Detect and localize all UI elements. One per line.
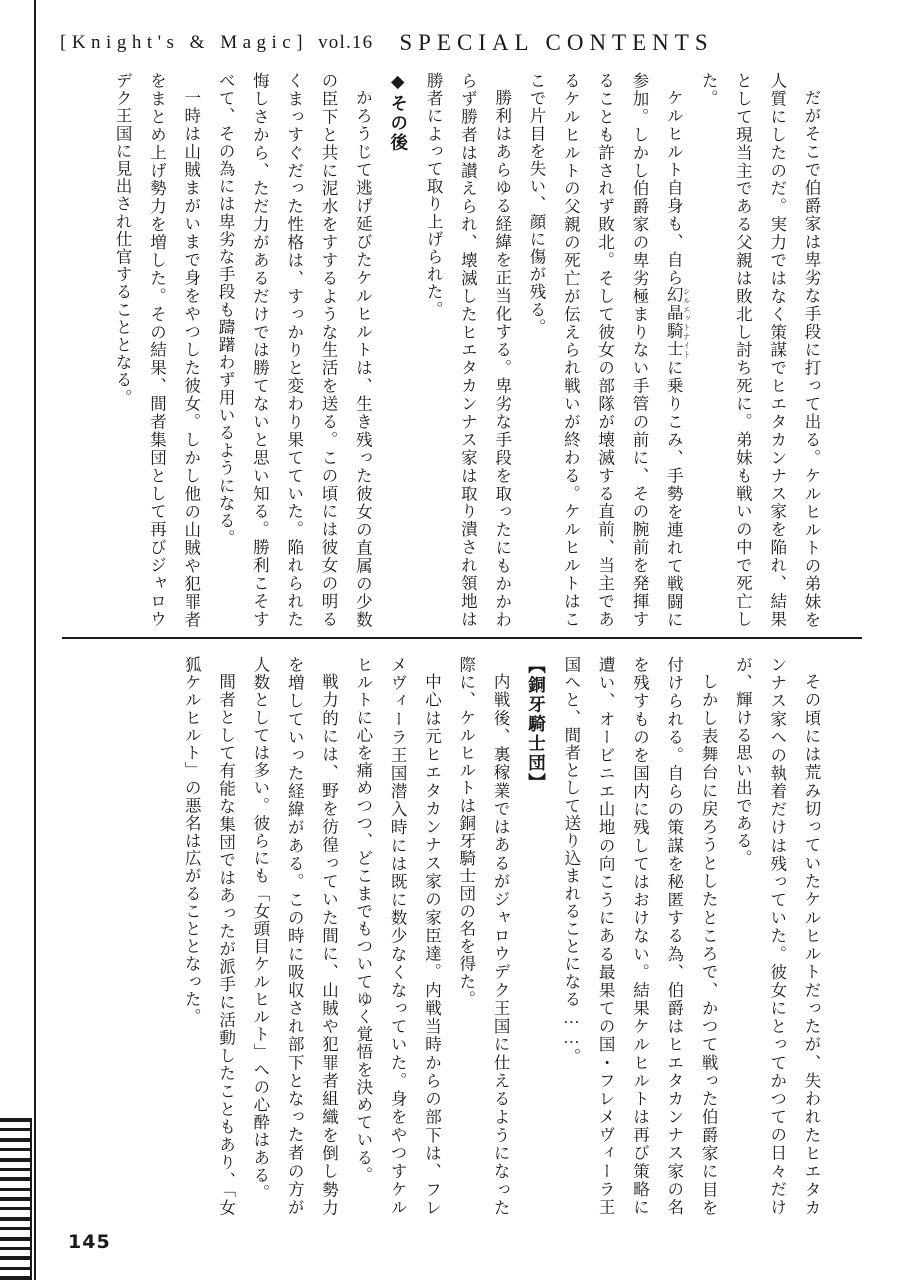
edge-marker-rule xyxy=(30,1118,32,1280)
edge-marker-bar xyxy=(0,1247,30,1250)
edge-marker-bar xyxy=(0,1276,30,1280)
paragraph-ruby-part-b: に乗りこみ、手勢を連れて戦闘に参加。しかし伯爵家の卑劣極まりない手管の前に、その腕前を発揮することも許されず敗北。そして彼女の部隊が壊滅する直前、当主であるケルヒルトの父親の死亡が伝えられ戦いが終わる。ケルヒルトはここで片目を失い、顔に傷が残る。 xyxy=(527,72,684,628)
paragraph: かろうじて逃げ延びたケルヒルトは、生き残った彼女の直属の少数の臣下と共に泥水をすするような生活を送る。この頃には彼女の明るくまっすぐだった性格は、すっかりと変わり果てていた。陥れられた悔しさから、ただ力があるだけでは勝てないと思い知る。勝利こそすべて、その為には卑劣な手段も躊躇わず用いるようになる。 xyxy=(216,72,373,628)
top-text-block xyxy=(68,72,828,628)
paragraph-with-ruby xyxy=(519,72,691,628)
ruby-base: 幻晶騎士 xyxy=(664,286,684,359)
edge-marker-bar xyxy=(0,1148,30,1151)
edge-marker-bar xyxy=(0,1168,30,1171)
paragraph: 間者として有能な集団ではあったが派手に活動したこともあり、「女狐ケルヒルト」の悪名は広がることとなった。 xyxy=(182,656,236,1216)
edge-marker-bar xyxy=(0,1197,30,1201)
edge-marker-bar xyxy=(0,1188,30,1191)
section-divider xyxy=(62,637,862,639)
paragraph-ruby-part-a: ケルヒルト自身も、自ら xyxy=(664,88,684,287)
paragraph: 中心は元ヒエタカンナス家の家臣達。内戦当時からの部下は、フレメヴィーラ王国潜入時には既に数少なくなっていた。身をやつすケルヒルトに心を痛めつつ、どこまでもついてゆく覚悟を決めている。 xyxy=(353,656,442,1216)
paragraph: しかし表舞台に戻ろうとしたところで、かつて戦った伯爵家に目を付けられる。自らの策謀を秘匿する為、伯爵はヒエタカンナス家の名を残すものを国内に残してはおけない。結果ケルヒルトは再び策略に遭い、オービニエ山地の向こうにある最果ての国・フレメヴィーラ王国へと、間者として送り込まれることになる……。 xyxy=(561,656,719,1216)
bottom-text-block xyxy=(58,656,828,1216)
volume-label: vol.16 xyxy=(318,32,374,53)
subsection-heading-after: ◆その後 xyxy=(387,72,408,153)
edge-marker-bar xyxy=(0,1158,30,1162)
paragraph: 内戦後、裏稼業ではあるがジャロウデク王国に仕えるようになった際に、ケルヒルトは銅牙騎士団の名を得た。 xyxy=(456,656,511,1216)
series-title: [Knight's & Magic] xyxy=(60,32,309,53)
paragraph: その頃には荒み切っていたケルヒルトだったが、失われたヒエタカンナス家への執着だけは残っていた。彼女にとってかつての日々だけが、輝ける思い出である。 xyxy=(733,656,821,1216)
edge-marker-barcode xyxy=(0,1118,30,1280)
edge-marker-bar xyxy=(0,1267,30,1270)
ruby-reading: シルエットナイト xyxy=(682,286,691,359)
edge-marker-bar xyxy=(0,1207,30,1210)
paragraph: 一時は山賊まがいまで身をやつした彼女。しかし他の山賊や犯罪者をまとめ上げ勢力を増した。その結果、間者集団として再びジャロウデク王国に見出され仕官することとなる。 xyxy=(113,72,201,628)
edge-marker-bar xyxy=(0,1217,30,1221)
ruby-group xyxy=(664,286,691,359)
paragraph: 戦力的には、野を彷徨っていた間に、山賊や犯罪者組織を倒し勢力を増していった経緯がある。この時に吸収され部下となった者の方が人数としては多い。彼らにも「女頭目ケルヒルト」への心酔はある。 xyxy=(250,656,339,1216)
edge-marker-bar xyxy=(0,1138,30,1142)
edge-marker-bar xyxy=(0,1237,30,1241)
edge-marker-bar xyxy=(0,1128,30,1131)
edge-marker-bar xyxy=(0,1177,30,1181)
page-left-rule xyxy=(34,0,36,1280)
section-title: SPECIAL CONTENTS xyxy=(399,30,714,55)
paragraph: 勝利はあらゆる経緯を正当化する。卑劣な手段を取ったにもかかわらず勝者は讃えられ、壊滅したヒエタカンナス家は取り潰され領地は勝者によって取り上げられた。 xyxy=(424,72,512,628)
page-header xyxy=(60,22,860,64)
subsection-heading-order: 【銅牙騎士団】 xyxy=(525,656,546,793)
paragraph: だがそこで伯爵家は卑劣な手段に打って出る。ケルヒルトの弟妹を人質にしたのだ。実力ではなく策謀でヒエタカンナス家を陥れ、結果として現当主である父親は敗北し討ち死に。弟妹も戦いの中で死亡した。 xyxy=(699,72,821,628)
edge-marker-bar xyxy=(0,1256,30,1260)
edge-marker-bar xyxy=(0,1227,30,1230)
page-number: 145 xyxy=(68,1231,111,1253)
edge-marker-bar xyxy=(0,1118,30,1122)
